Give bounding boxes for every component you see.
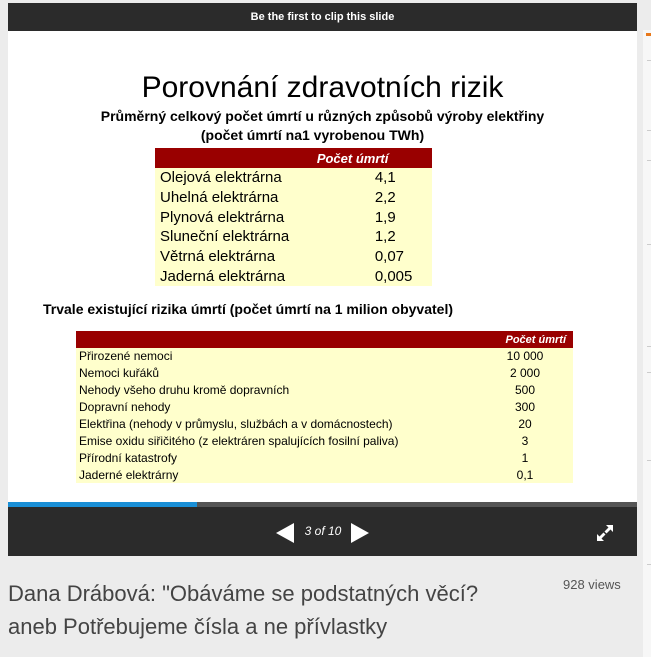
row-label: Větrná elektrárna: [155, 247, 317, 267]
table-row: [76, 449, 573, 466]
clip-bar[interactable]: Be the first to clip this slide: [8, 3, 637, 31]
table-row: [76, 416, 573, 433]
row-label: Přirozené nemoci: [76, 348, 477, 365]
presentation-title[interactable]: Dana Drábová: "Obáváme se podstatných věcí? aneb Potřebujeme čísla a ne přívlastky: [8, 581, 479, 639]
fullscreen-icon[interactable]: [595, 523, 615, 543]
table-row: [155, 247, 432, 267]
player-controls: [8, 507, 637, 556]
row-value: 1,2: [317, 227, 432, 247]
slide-subtitle-line1: Průměrný celkový počet úmrtí u různých způsobů výroby elektřiny: [100, 108, 545, 124]
table-row: [155, 207, 432, 227]
row-value: 0,1: [477, 466, 573, 483]
table-row: [76, 382, 573, 399]
slide-title: Porovnání zdravotních rizik: [141, 71, 504, 104]
row-label: Přírodní katastrofy: [76, 449, 477, 466]
table1-header: Počet úmrtí: [317, 148, 432, 168]
row-label: Olejová elektrárna: [155, 168, 317, 188]
sidebar-divider: [647, 160, 651, 161]
table-row: [76, 399, 573, 416]
slide-counter: 3 of 10: [304, 524, 342, 538]
row-value: 4,1: [317, 168, 432, 188]
table-row: [76, 466, 573, 483]
row-value: 20: [477, 416, 573, 433]
row-value: 0,07: [317, 247, 432, 267]
row-label: Dopravní nehody: [76, 399, 477, 416]
table-row: [155, 227, 432, 247]
sidebar-divider: [647, 372, 651, 373]
sidebar-edge: [643, 30, 651, 657]
next-slide-icon[interactable]: [351, 523, 369, 543]
sidebar-divider: [647, 346, 651, 347]
row-value: 1: [477, 449, 573, 466]
slide-player: [8, 3, 637, 556]
sidebar-divider: [647, 564, 651, 565]
row-label: Elektřina (nehody v průmyslu, službách a v domácnostech): [76, 416, 477, 433]
slide[interactable]: [8, 31, 637, 502]
row-label: Sluneční elektrárna: [155, 227, 317, 247]
table-row: [155, 188, 432, 208]
row-label: Uhelná elektrárna: [155, 188, 317, 208]
table-row: [76, 432, 573, 449]
row-value: 3: [477, 432, 573, 449]
sidebar-divider: [647, 130, 651, 131]
row-label: Plynová elektrárna: [155, 207, 317, 227]
sidebar-accent: [646, 33, 651, 36]
row-value: 10 000: [477, 348, 573, 365]
permanent-risks-table: [76, 331, 573, 483]
electricity-deaths-table: [155, 148, 432, 286]
sidebar-divider: [647, 460, 651, 461]
row-label: Jaderné elektrárny: [76, 466, 477, 483]
view-count: 928 views: [563, 577, 621, 592]
row-value: 2,2: [317, 188, 432, 208]
row-value: 0,005: [317, 266, 432, 286]
table-row: [155, 168, 432, 188]
sidebar-divider: [647, 244, 651, 245]
row-value: 300: [477, 399, 573, 416]
slide-subtitle-line2: (počet úmrtí na1 vyrobenou TWh): [200, 127, 425, 143]
row-label: Emise oxidu siřičitého (z elektráren spalujících fosilní paliva): [76, 432, 477, 449]
prev-slide-icon[interactable]: [276, 523, 294, 543]
row-label: Jaderná elektrárna: [155, 266, 317, 286]
table2-header: Počet úmrtí: [477, 331, 573, 348]
row-value: 500: [477, 382, 573, 399]
row-value: 1,9: [317, 207, 432, 227]
row-label: Nehody všeho druhu kromě dopravních: [76, 382, 477, 399]
section2-title: Trvale existující rizika úmrtí (počet úmrtí na 1 milion obyvatel): [43, 301, 454, 317]
row-label: Nemoci kuřáků: [76, 365, 477, 382]
sidebar-divider: [647, 60, 651, 61]
table-row: [155, 266, 432, 286]
table-row: [76, 348, 573, 365]
row-value: 2 000: [477, 365, 573, 382]
table-row: [76, 365, 573, 382]
